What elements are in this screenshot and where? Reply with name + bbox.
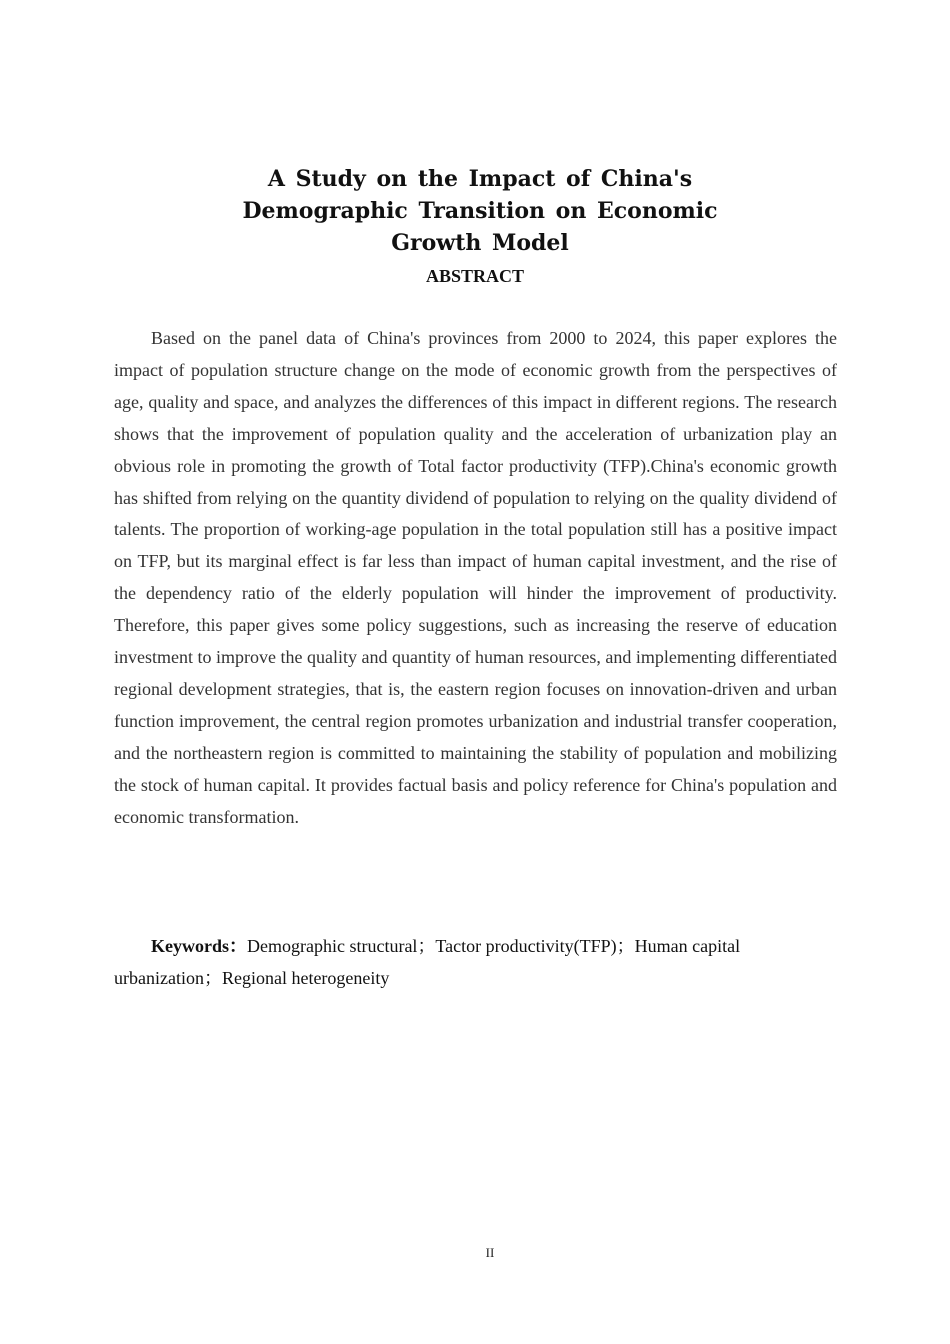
paper-title: A Study on the Impact of China's Demographic Transition on Economic Growth Model <box>242 166 718 256</box>
keywords-paragraph <box>114 930 837 994</box>
keywords-label: Keywords： <box>151 936 247 956</box>
abstract-body: Based on the panel data of China's provinces from 2000 to 2024, this paper explores the impact of population structure change on the mode of economic growth from the perspectives of age, quality and space, and analyzes the differences of this impact in different regions. The research shows that the improvement of population quality and the acceleration of urbanization play an obvious role in promoting the growth of Total factor productivity (TFP).China's economic growth has shifted from relying on the quantity dividend of population to relying on the quality dividend of talents. The proportion of working-age population in the total population still has a positive impact on TFP, but its marginal effect is far less than impact of human capital investment, and the rise of the dependency ratio of the elderly population will hinder the improvement of productivity. Therefore, this paper gives some policy suggestions, such as increasing the reserve of education investment to improve the quality and quantity of human resources, and implementing differentiated regional development strategies, that is, the eastern region focuses on innovation-driven and urban function improvement, the central region promotes urbanization and industrial transfer cooperation, and the northeastern region is committed to maintaining the stability of population and mobilizing the stock of human capital. It provides factual basis and policy reference for China's population and economic transformation. <box>114 328 837 827</box>
page-number: II <box>485 1245 495 1260</box>
keywords-text: Demographic structural；Tactor productivity(TFP)；Human capital urbanization；Regional heterogeneity <box>114 936 741 988</box>
abstract-heading: ABSTRACT <box>425 266 525 286</box>
